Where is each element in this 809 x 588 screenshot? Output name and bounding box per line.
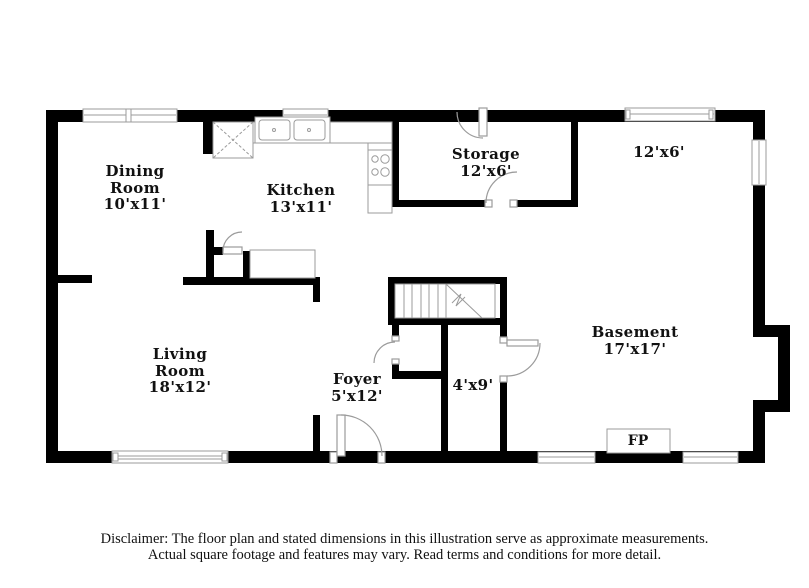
room-dims: 12'x6' — [633, 143, 685, 161]
disclaimer-line-1: Disclaimer: The floor plan and stated dimensions in this illustration serve as approximate measurements. — [100, 531, 709, 547]
window-basement-right — [683, 452, 738, 463]
wall-closet-jamb — [214, 247, 223, 255]
door-understair-closet — [374, 336, 399, 364]
wall-storage-bottom-left — [392, 200, 485, 207]
wall-kitchen-foyer-stub — [313, 285, 320, 302]
room-name: Room — [110, 178, 160, 197]
wall-closet-left — [206, 230, 214, 283]
room-dims: 18'x12' — [148, 378, 212, 396]
stove — [368, 150, 392, 185]
window-dining — [83, 109, 177, 122]
wall-stairs-left — [388, 277, 395, 325]
wall-hall-basement-lower — [500, 378, 507, 459]
room-label-dining — [104, 163, 167, 213]
wall-storage-bottom-right — [517, 200, 578, 207]
wall-dining-living-stub — [58, 275, 92, 283]
door-basement — [500, 337, 540, 382]
bumpout-bottom — [753, 400, 790, 412]
room-name: Living — [152, 345, 208, 363]
wall-storage-right — [571, 122, 578, 207]
room-name: Kitchen — [266, 181, 336, 199]
staircase — [395, 284, 495, 318]
window-top-right — [625, 108, 715, 121]
room-name: Basement — [591, 323, 679, 341]
wall-foyer-living-stub — [313, 415, 320, 452]
room-label-nook — [633, 144, 685, 161]
cabinet-shelf — [250, 250, 315, 278]
room-name: Dining — [105, 162, 165, 180]
room-label-living — [149, 346, 212, 396]
wall-left — [46, 110, 58, 463]
room-label-kitchen — [267, 182, 336, 215]
room-dims: 13'x11' — [269, 197, 333, 216]
wall-storage-left — [392, 122, 399, 207]
room-name: Room — [155, 361, 205, 380]
disclaimer-line-2: Actual square footage and features may vary. Read terms and conditions for more detail. — [147, 547, 662, 563]
wall-stairs-right — [500, 277, 507, 325]
room-dims: 12'x6' — [460, 161, 512, 180]
sink — [255, 117, 330, 143]
room-dims: 17'x17' — [603, 339, 667, 358]
room-label-basement — [592, 324, 679, 357]
wall-dining-kitchen-stub — [203, 122, 213, 154]
window-basement-left — [538, 452, 595, 463]
window-living — [112, 451, 228, 463]
room-label-foyer — [331, 371, 383, 404]
door-pantry-closet — [223, 232, 242, 254]
wall-understair-bottom — [392, 371, 448, 379]
room-dims: 10'x11' — [103, 195, 167, 213]
fireplace-label: FP — [627, 433, 649, 449]
room-name: Foyer — [333, 370, 381, 388]
room-label-hall — [452, 377, 493, 394]
room-name: Storage — [451, 145, 521, 163]
bumpout-right — [778, 325, 790, 412]
wall-stairs-top — [388, 277, 507, 284]
window-right-wall — [752, 140, 766, 185]
room-dims: 4'x9' — [452, 376, 494, 394]
room-dims: 5'x12' — [331, 386, 383, 405]
cabinet-crossed — [213, 122, 253, 158]
wall-foyer-hall — [441, 322, 448, 459]
room-label-storage — [452, 146, 520, 179]
